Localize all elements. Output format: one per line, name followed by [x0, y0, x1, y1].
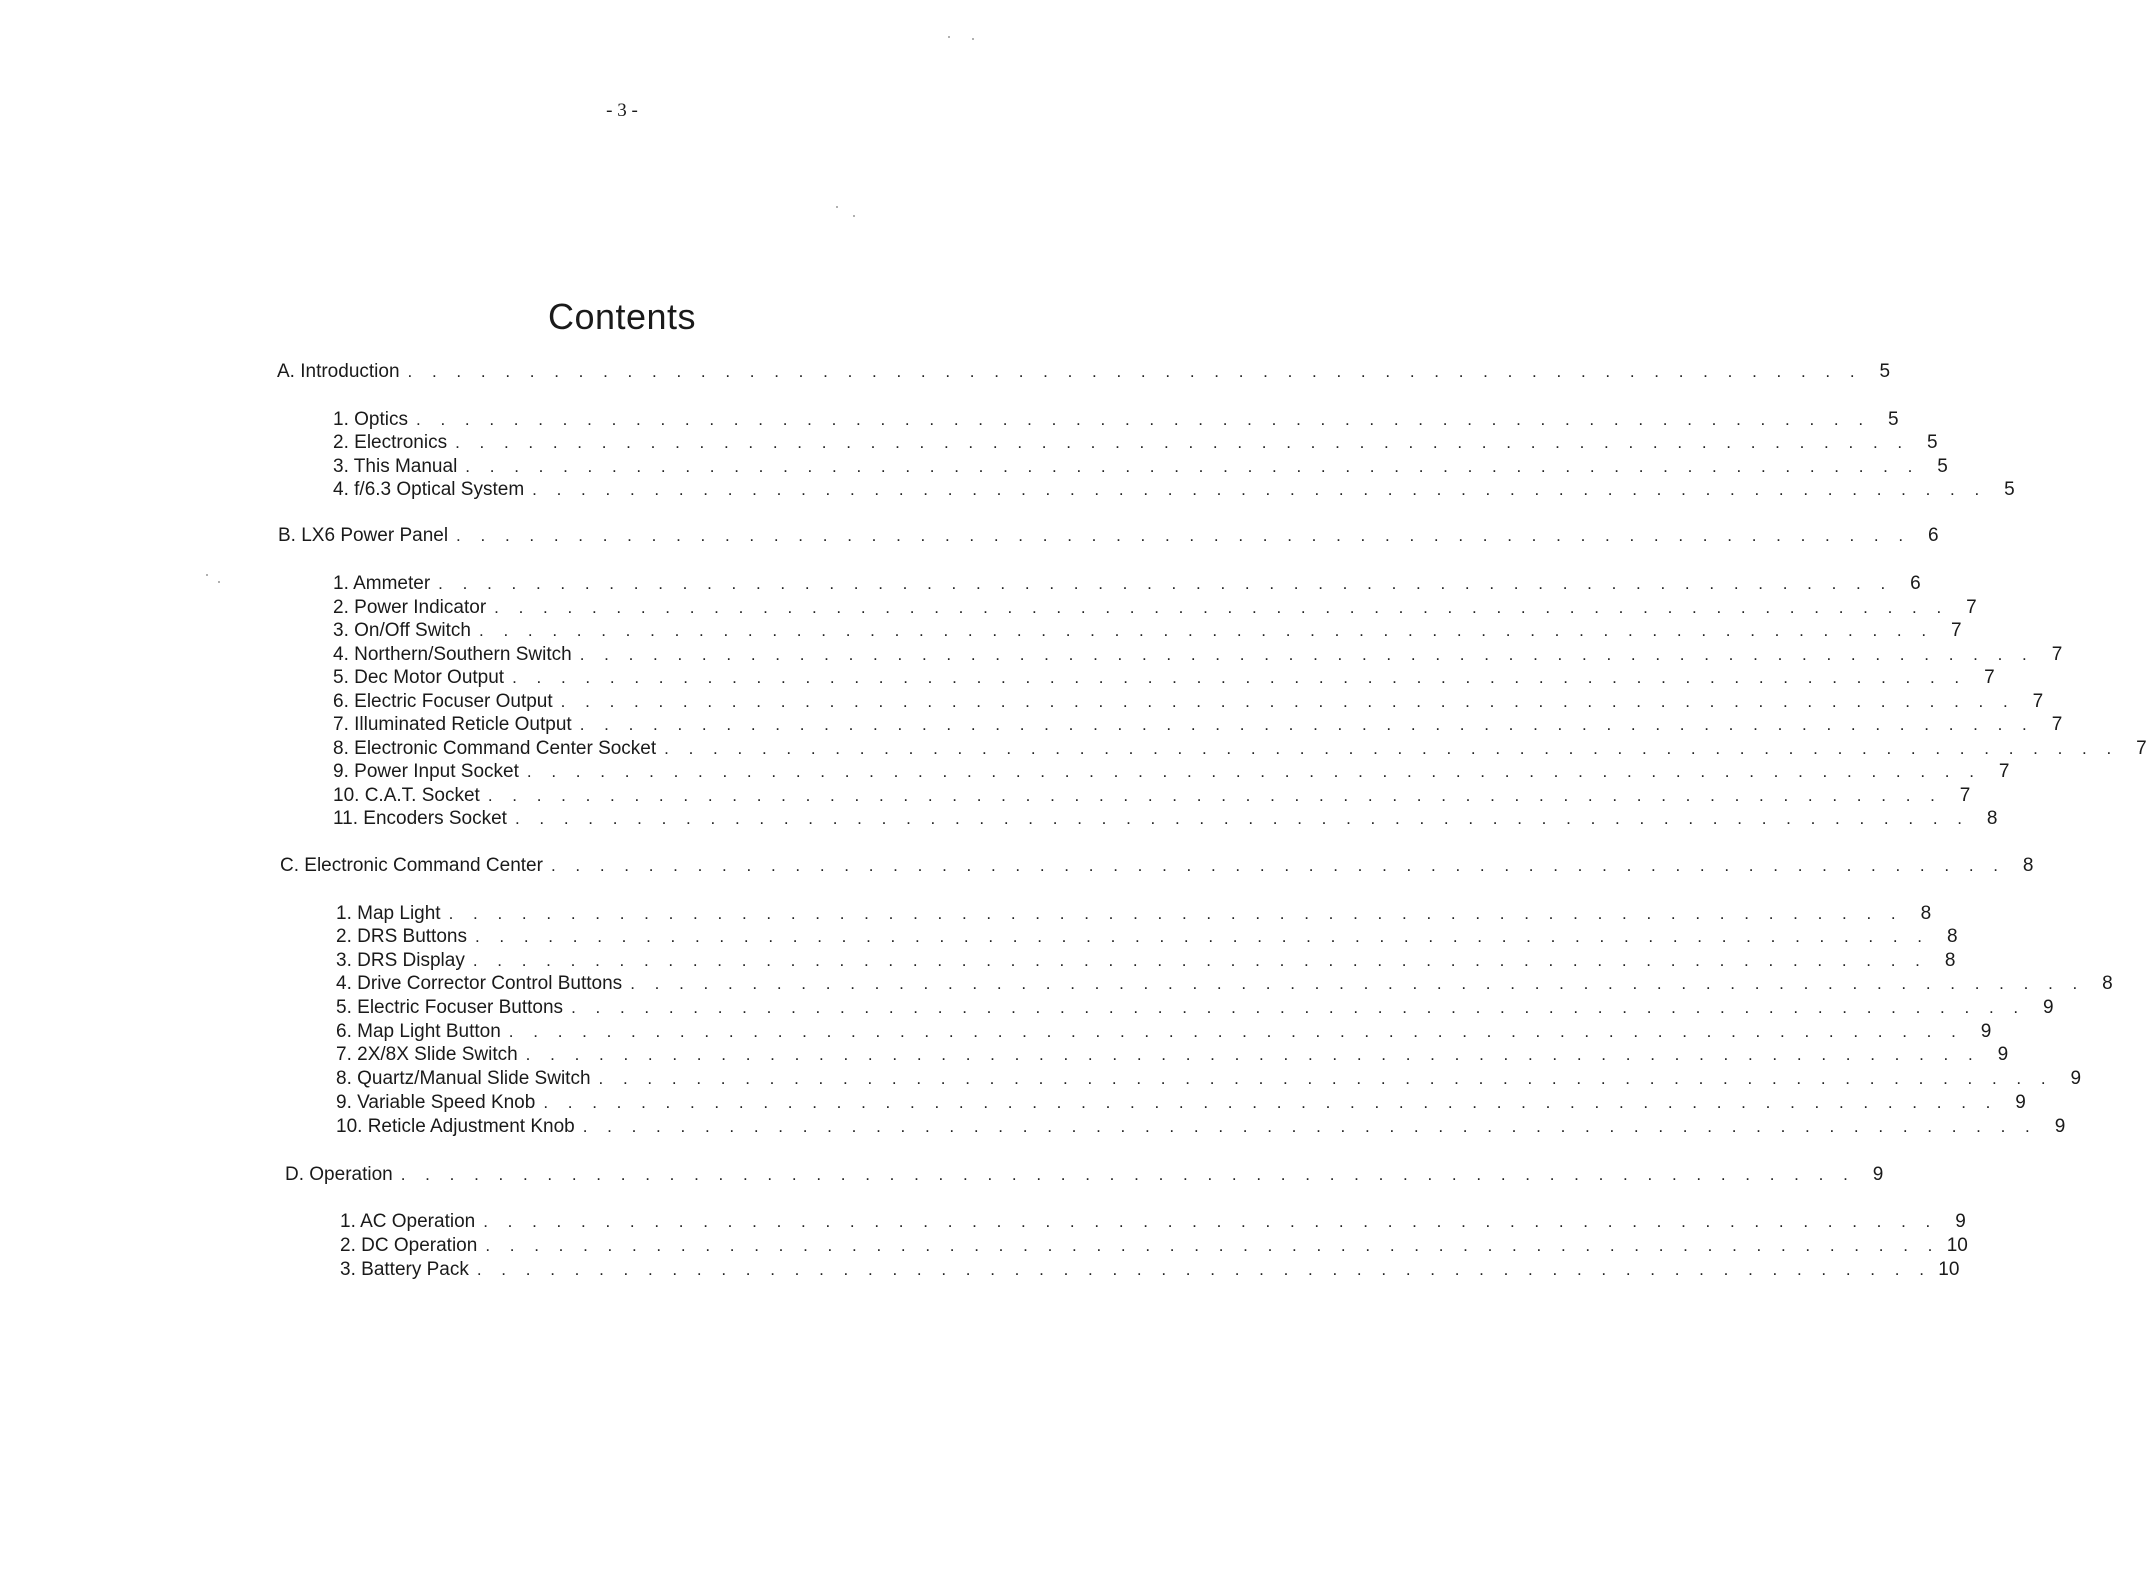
toc-item-label [336, 925, 475, 949]
scan-speck [948, 36, 950, 38]
toc-item [340, 1234, 1968, 1258]
toc-item-text: Dec Motor Output [354, 667, 505, 688]
dot-leader: . . . . . . . . . . . . . . . . . . . . . . . . . . . . . . . . . . . . . . . . . . . . . . . . . . . . . . . . . . . . [455, 433, 1910, 452]
dot-leader: . . . . . . . . . . . . . . . . . . . . . . . . . . . . . . . . . . . . . . . . . . . . . . . . . . . . . . . . . . . . [474, 927, 1930, 946]
toc-item [333, 690, 2044, 714]
toc-section-page: 9 [1872, 1164, 1884, 1185]
dot-leader: . . . . . . . . . . . . . . . . . . . . . . . . . . . . . . . . . . . . . . . . . . . . . . . . . . . . . . . . . . . . [664, 739, 2119, 758]
dot-leader: . . . . . . . . . . . . . . . . . . . . . . . . . . . . . . . . . . . . . . . . . . . . . . . . . . . . . . . . . . . . [508, 1022, 1964, 1041]
toc-section-page: 5 [1879, 361, 1891, 382]
toc-item-label [333, 666, 512, 690]
dot-leader: . . . . . . . . . . . . . . . . . . . . . . . . . . . . . . . . . . . . . . . . . . . . . . . . . . . . . . . . . . . . [494, 598, 1949, 617]
dot-leader: . . . . . . . . . . . . . . . . . . . . . . . . . . . . . . . . . . . . . . . . . . . . . . . . . . . . . . . . . . . . [571, 998, 2026, 1017]
toc-item-page: 8 [1986, 808, 1998, 829]
toc-item-text: Ammeter [353, 573, 431, 594]
toc-item [336, 925, 1958, 949]
dot-leader: . . . . . . . . . . . . . . . . . . . . . . . . . . . . . . . . . . . . . . . . . . . . . . . . . . . . . . . . . . . . [550, 856, 2006, 875]
toc-item-text: AC Operation [360, 1211, 476, 1232]
toc-item-label [333, 596, 494, 620]
toc-item-number: 9. [336, 1092, 352, 1113]
toc-item-label [336, 996, 571, 1020]
toc-item-text: Quartz/Manual Slide Switch [357, 1068, 591, 1089]
toc-item [336, 1091, 2026, 1115]
toc-item-label [336, 972, 630, 996]
toc-item [333, 596, 1977, 620]
toc-item-text: Illuminated Reticle Output [354, 714, 572, 735]
dot-leader: . . . . . . . . . . . . . . . . . . . . . . . . . . . . . . . . . . . . . . . . . . . . . . . . . . . . . . . . . . . . [448, 904, 1904, 923]
toc-item-text: C.A.T. Socket [364, 785, 480, 806]
toc-item-number: 7. [333, 714, 349, 735]
toc-item-label [333, 643, 580, 667]
toc-item-page: 8 [1946, 926, 1958, 947]
toc-section-label [285, 1163, 401, 1187]
dot-leader: . . . . . . . . . . . . . . . . . . . . . . . . . . . . . . . . . . . . . . . . . . . . . . . . . . . . . . . . . . . . [456, 526, 1911, 545]
toc-item-text: Northern/Southern Switch [354, 644, 572, 665]
toc-item-page: 9 [1980, 1021, 1992, 1042]
toc-item-text: On/Off Switch [354, 620, 471, 641]
toc-item-number: 2. [333, 432, 349, 453]
toc-item-page: 7 [1950, 620, 1962, 641]
toc-section-text: A. Introduction [277, 361, 400, 382]
dot-leader: . . . . . . . . . . . . . . . . . . . . . . . . . . . . . . . . . . . . . . . . . . . . . . . . . . . . . . . . . . . . [514, 809, 1970, 828]
toc-section [280, 854, 2034, 878]
toc-item-number: 1. [336, 903, 352, 924]
toc-item-number: 3. [333, 620, 349, 641]
toc-item-page: 8 [2102, 973, 2113, 994]
toc-item [336, 1020, 1992, 1044]
scan-speck [972, 38, 974, 40]
toc-item-label [336, 1067, 599, 1091]
dot-leader: . . . . . . . . . . . . . . . . . . . . . . . . . . . . . . . . . . . . . . . . . . . . . . . . . . . . . . . . . . . . [487, 786, 1943, 805]
toc-section [277, 360, 1891, 384]
toc-item-page: 6 [1910, 573, 1921, 594]
dot-leader: . . . . . . . . . . . . . . . . . . . . . . . . . . . . . . . . . . . . . . . . . . . . . . . . . . . . . . . . . . . . [407, 362, 1863, 381]
toc-item [333, 572, 1921, 596]
toc-item-number: 8. [333, 738, 349, 759]
toc-item-page: 5 [1927, 432, 1938, 453]
toc-item-number: 2. [333, 597, 349, 618]
toc-item-number: 6. [333, 691, 349, 712]
dot-leader: . . . . . . . . . . . . . . . . . . . . . . . . . . . . . . . . . . . . . . . . . . . . . . . . . . . . . . . . . . . . [526, 762, 1982, 781]
toc-item-label [333, 619, 479, 643]
toc-item-number: 11. [333, 808, 359, 829]
toc-item-page: 10 [1946, 1235, 1968, 1256]
toc-item [340, 1258, 1960, 1282]
toc-section-text: C. Electronic Command Center [280, 855, 543, 876]
toc-item-page: 7 [2051, 644, 2063, 665]
toc-item-number: 4. [333, 644, 349, 665]
toc-item-page: 9 [2015, 1092, 2026, 1113]
toc-item [333, 760, 2010, 784]
dot-leader: . . . . . . . . . . . . . . . . . . . . . . . . . . . . . . . . . . . . . . . . . . . . . . . . . . . . . . . . . . . . [483, 1212, 1938, 1231]
dot-leader: . . . . . . . . . . . . . . . . . . . . . . . . . . . . . . . . . . . . . . . . . . . . . . . . . . . . . . . . . . . . [416, 410, 1871, 429]
toc-item-page: 7 [1966, 597, 1977, 618]
toc-section-text: B. LX6 Power Panel [278, 525, 449, 546]
toc-item-number: 10. [333, 785, 360, 806]
toc-item-text: Power Indicator [354, 597, 487, 618]
toc-item-text: Variable Speed Knob [357, 1092, 536, 1113]
dot-leader: . . . . . . . . . . . . . . . . . . . . . . . . . . . . . . . . . . . . . . . . . . . . . . . . . . . . . . . . . . . . [479, 621, 1934, 640]
toc-item [336, 1043, 2009, 1067]
toc-item-page: 7 [2136, 738, 2147, 759]
toc-section-label [277, 360, 408, 384]
toc-item [333, 713, 2063, 737]
toc-item-page: 9 [2043, 997, 2054, 1018]
dot-leader: . . . . . . . . . . . . . . . . . . . . . . . . . . . . . . . . . . . . . . . . . . . . . . . . . . . . . . . . . . . . [582, 1117, 2038, 1136]
toc-item-number: 7. [336, 1044, 352, 1065]
toc-item-text: Optics [354, 409, 408, 430]
toc-item-text: f/6.3 Optical System [354, 479, 525, 500]
toc-item-page: 10 [1938, 1259, 1960, 1280]
toc-item-number: 2. [340, 1235, 356, 1256]
toc-section-page: 8 [2022, 855, 2034, 876]
toc-item-label [336, 1115, 583, 1139]
dot-leader: . . . . . . . . . . . . . . . . . . . . . . . . . . . . . . . . . . . . . . . . . . . . . . . . . . . . . . . . . . . . [630, 974, 2085, 993]
dot-leader: . . . . . . . . . . . . . . . . . . . . . . . . . . . . . . . . . . . . . . . . . . . . . . . . . . . . . . . . . . . . [560, 692, 2016, 711]
page-number: - 3 - [606, 100, 638, 121]
toc-item-label [340, 1210, 483, 1234]
scan-speck [853, 215, 855, 217]
toc-item [336, 1115, 2066, 1139]
dot-leader: . . . . . . . . . . . . . . . . . . . . . . . . . . . . . . . . . . . . . . . . . . . . . . . . . . . . . . . . . . . . [543, 1093, 1998, 1112]
toc-item-text: Map Light Button [357, 1021, 501, 1042]
toc-item-label [336, 902, 449, 926]
toc-item-page: 9 [2054, 1116, 2066, 1137]
toc-section-label [280, 854, 551, 878]
toc-item [333, 619, 1962, 643]
scan-speck [206, 574, 208, 576]
toc-item-text: Battery Pack [361, 1259, 469, 1280]
toc-item [333, 478, 2015, 502]
toc-item-text: Encoders Socket [363, 808, 507, 829]
toc-item-text: Electronic Command Center Socket [354, 738, 657, 759]
toc-item-text: This Manual [353, 456, 458, 477]
toc-item-page: 7 [2051, 714, 2063, 735]
toc-item-label [333, 572, 438, 596]
toc-item-text: DRS Display [357, 950, 465, 971]
toc-item-number: 3. [340, 1259, 356, 1280]
toc-item-label [333, 455, 465, 479]
toc-item-number: 2. [336, 926, 352, 947]
dot-leader: . . . . . . . . . . . . . . . . . . . . . . . . . . . . . . . . . . . . . . . . . . . . . . . . . . . . . . . . . . . . [512, 668, 1967, 687]
toc-item-text: Electric Focuser Output [354, 691, 553, 712]
dot-leader: . . . . . . . . . . . . . . . . . . . . . . . . . . . . . . . . . . . . . . . . . . . . . . . . . . . . . . . . . . . . [485, 1236, 1940, 1255]
toc-item-label [333, 478, 532, 502]
toc-item-label [340, 1258, 477, 1282]
toc-item-page: 7 [1959, 785, 1971, 806]
toc-item-number: 3. [333, 456, 349, 477]
toc-item [333, 807, 1998, 831]
toc-item-page: 8 [1944, 950, 1956, 971]
toc-item-number: 4. [336, 973, 352, 994]
toc-item-page: 9 [1997, 1044, 2009, 1065]
dot-leader: . . . . . . . . . . . . . . . . . . . . . . . . . . . . . . . . . . . . . . . . . . . . . . . . . . . . . . . . . . . . [472, 951, 1928, 970]
toc-item [333, 431, 1938, 455]
scan-speck [218, 581, 220, 583]
toc-item-text: DRS Buttons [357, 926, 467, 947]
toc-item [333, 737, 2147, 761]
toc-item-page: 7 [2032, 691, 2044, 712]
dot-leader: . . . . . . . . . . . . . . . . . . . . . . . . . . . . . . . . . . . . . . . . . . . . . . . . . . . . . . . . . . . . [438, 574, 1893, 593]
toc-item-number: 6. [336, 1021, 352, 1042]
page-title: Contents [547, 296, 697, 337]
toc-item-text: DC Operation [361, 1235, 478, 1256]
toc-item-page: 5 [2004, 479, 2015, 500]
toc-item-number: 5. [336, 997, 352, 1018]
toc-item [333, 666, 1995, 690]
toc-item [340, 1210, 1966, 1234]
toc-item-label [333, 431, 455, 455]
toc-item-label [333, 408, 416, 432]
dot-leader: . . . . . . . . . . . . . . . . . . . . . . . . . . . . . . . . . . . . . . . . . . . . . . . . . . . . . . . . . . . . [400, 1165, 1856, 1184]
toc-section [285, 1163, 1884, 1187]
toc-item-label [336, 1091, 543, 1115]
toc-item-label [333, 713, 580, 737]
toc-item-page: 9 [2070, 1068, 2082, 1089]
toc-item-number: 1. [340, 1211, 356, 1232]
dot-leader: . . . . . . . . . . . . . . . . . . . . . . . . . . . . . . . . . . . . . . . . . . . . . . . . . . . . . . . . . . . . [532, 480, 1987, 499]
toc-item-number: 8. [336, 1068, 352, 1089]
toc-item [336, 1067, 2082, 1091]
toc-item-text: Map Light [357, 903, 441, 924]
toc-item-text: Electronics [354, 432, 448, 453]
toc-item [336, 949, 1956, 973]
toc-item-label [333, 784, 488, 808]
toc-item-label [333, 807, 515, 831]
toc-item-label [333, 690, 561, 714]
toc-item-number: 5. [333, 667, 349, 688]
toc-item-number: 1. [333, 409, 349, 430]
toc-item [336, 902, 1932, 926]
dot-leader: . . . . . . . . . . . . . . . . . . . . . . . . . . . . . . . . . . . . . . . . . . . . . . . . . . . . . . . . . . . . [525, 1045, 1981, 1064]
toc-item-number: 4. [333, 479, 349, 500]
toc-item [336, 972, 2113, 996]
toc-item-label [336, 1043, 526, 1067]
scan-speck [836, 206, 838, 208]
toc-item [333, 455, 1948, 479]
dot-leader: . . . . . . . . . . . . . . . . . . . . . . . . . . . . . . . . . . . . . . . . . . . . . . . . . . . . . . . . . . . . [465, 457, 1920, 476]
toc-item-page: 5 [1937, 456, 1948, 477]
toc-item-label [333, 737, 664, 761]
toc-item-text: Power Input Socket [354, 761, 519, 782]
toc-item-text: Electric Focuser Buttons [357, 997, 564, 1018]
toc-item-text: 2X/8X Slide Switch [357, 1044, 518, 1065]
toc-item [336, 996, 2054, 1020]
toc-item-label [333, 760, 527, 784]
toc-item-label [340, 1234, 485, 1258]
toc-item-page: 7 [1984, 667, 1995, 688]
dot-leader: . . . . . . . . . . . . . . . . . . . . . . . . . . . . . . . . . . . . . . . . . . . . . . . . . . . . . . . . . . . . [579, 645, 2035, 664]
toc-item-text: Drive Corrector Control Buttons [357, 973, 623, 994]
toc-item-page: 9 [1955, 1211, 1966, 1232]
toc-item [333, 643, 2063, 667]
toc-section-label [278, 524, 456, 548]
toc-item-number: 1. [333, 573, 349, 594]
toc-item-text: Reticle Adjustment Knob [367, 1116, 575, 1137]
toc-item-label [336, 1020, 509, 1044]
toc-item-page: 7 [1998, 761, 2010, 782]
toc-item-number: 9. [333, 761, 349, 782]
toc-section-page: 6 [1928, 525, 1939, 546]
toc-section [278, 524, 1939, 548]
toc-item-label [336, 949, 473, 973]
toc-section-text: D. Operation [285, 1164, 393, 1185]
dot-leader: . . . . . . . . . . . . . . . . . . . . . . . . . . . . . . . . . . . . . . . . . . . . . . . . . . . . . . . . . . . . [476, 1260, 1932, 1279]
toc-item-page: 8 [1920, 903, 1932, 924]
dot-leader: . . . . . . . . . . . . . . . . . . . . . . . . . . . . . . . . . . . . . . . . . . . . . . . . . . . . . . . . . . . . [579, 715, 2035, 734]
toc-item-number: 3. [336, 950, 352, 971]
toc-item [333, 408, 1899, 432]
toc-item [333, 784, 1971, 808]
dot-leader: . . . . . . . . . . . . . . . . . . . . . . . . . . . . . . . . . . . . . . . . . . . . . . . . . . . . . . . . . . . . [598, 1069, 2054, 1088]
toc-item-number: 10. [336, 1116, 363, 1137]
toc-item-page: 5 [1887, 409, 1899, 430]
